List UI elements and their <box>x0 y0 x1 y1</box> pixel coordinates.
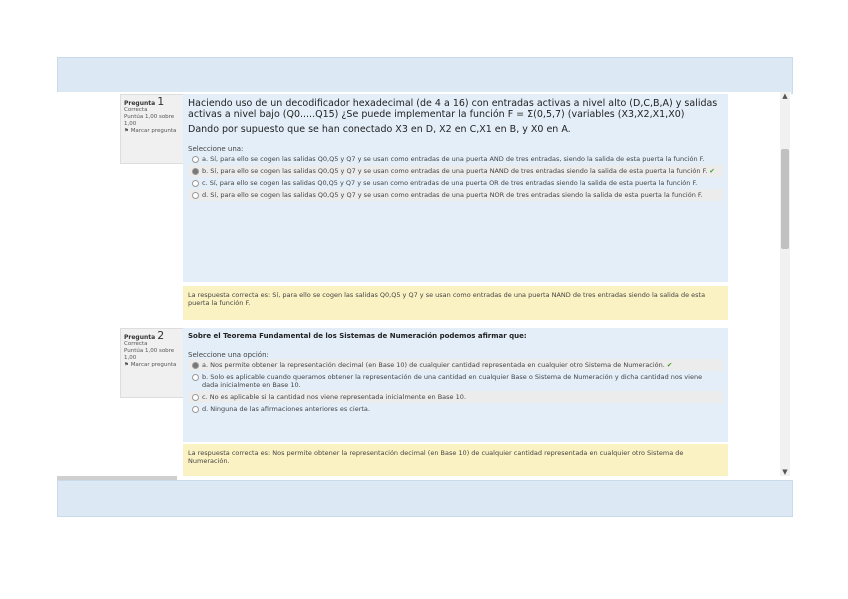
radio-2c[interactable] <box>192 394 199 401</box>
question-number-2: Pregunta 2 <box>124 329 165 342</box>
option-2b[interactable]: b. Solo es aplicable cuando queramos obtener la representación de una cantidad en cualquier Base o Sistema de Numeración y dicha cantidad nos viene dada inicialmente en Base 10. <box>188 371 723 391</box>
question-score-2: Puntúa 1,00 sobre 1,00 <box>124 348 175 361</box>
radio-2b[interactable] <box>192 374 199 381</box>
radio-2d[interactable] <box>192 406 199 413</box>
radio-1b[interactable] <box>192 168 199 175</box>
option-1a[interactable]: a. Sí, para ello se cogen las salidas Q0,Q5 y Q7 y se usan como entradas de una puerta AND de tres entradas, siendo la salida de esta puerta la función F. <box>188 153 723 165</box>
radio-1d[interactable] <box>192 192 199 199</box>
option-2a[interactable]: a. Nos permite obtener la representación decimal (en Base 10) de cualquier cantidad representada en cualquier otro Sistema de Numeración. ✔ <box>188 359 723 371</box>
question-score-1: Puntúa 1,00 sobre 1,00 <box>124 114 175 127</box>
option-1b[interactable]: b. Sí, para ello se cogen las salidas Q0,Q5 y Q7 y se usan como entradas de una puerta NAND de tres entradas siendo la salida de esta puerta la función F. ✔ <box>188 165 723 177</box>
correct-check-icon: ✔ <box>709 167 715 175</box>
radio-2a[interactable] <box>192 362 199 369</box>
select-label-2: Seleccione una opción: <box>188 351 269 359</box>
flag-question-2[interactable]: ⚑ Marcar pregunta <box>124 362 177 368</box>
question-text-1: Haciendo uso de un decodificador hexadecimal (de 4 a 16) con entradas activas a nivel alto (D,C,B,A) y salidas activas a nivel bajo (Q0.....Q15) ¿Se puede implementar la función F = Σ(0,5,7) (variables (X3,X2,X1,X0) <box>188 98 718 120</box>
question-info-1 <box>120 94 188 164</box>
scrollbar-thumb[interactable] <box>781 149 789 249</box>
vertical-scrollbar[interactable] <box>780 92 790 476</box>
option-2c[interactable]: c. No es aplicable si la cantidad nos viene representada inicialmente en Base 10. <box>188 391 723 403</box>
feedback-1: La respuesta correcta es: Sí, para ello se cogen las salidas Q0,Q5 y Q7 y se usan como entradas de una puerta NAND de tres entradas siendo la salida de esta puerta la función F. <box>183 286 728 320</box>
option-1d[interactable]: d. Sí, para ello se cogen las salidas Q0,Q5 y Q7 y se usan como entradas de una puerta NOR de tres entradas siendo la salida de esta puerta la función F. <box>188 189 723 201</box>
radio-1a[interactable] <box>192 156 199 163</box>
option-1c[interactable]: c. Sí, para ello se cogen las salidas Q0,Q5 y Q7 y se usan como entradas de una puerta OR de tres entradas siendo la salida de esta puerta la función F. <box>188 177 723 189</box>
question-box-2 <box>183 328 728 442</box>
question-box-1 <box>183 94 728 282</box>
question-number-1: Pregunta 1 <box>124 95 165 108</box>
question-text-2: Sobre el Teorema Fundamental de los Sistemas de Numeración podemos afirmar que: <box>188 332 527 340</box>
question-info-2 <box>120 328 188 398</box>
question-status-2: Correcta <box>124 341 148 347</box>
feedback-2: La respuesta correcta es: Nos permite obtener la representación decimal (en Base 10) de cualquier cantidad representada en cualquier otro Sistema de Numeración. <box>183 444 728 476</box>
question-text-1b: Dando por supuesto que se han conectado X3 en D, X2 en C,X1 en B, y X0 en A. <box>188 124 571 135</box>
option-2d[interactable]: d. Ninguna de las afirmaciones anteriores es cierta. <box>188 403 723 415</box>
select-label-1: Seleccione una: <box>188 145 244 153</box>
radio-1c[interactable] <box>192 180 199 187</box>
scroll-up-icon[interactable]: ▲ <box>782 92 788 100</box>
header-band <box>57 57 793 94</box>
correct-check-icon: ✔ <box>666 361 673 369</box>
flag-question-1[interactable]: ⚑ Marcar pregunta <box>124 128 177 134</box>
footer-band <box>57 480 793 517</box>
question-status-1: Correcta <box>124 107 148 113</box>
scroll-down-icon[interactable]: ▼ <box>782 468 788 476</box>
